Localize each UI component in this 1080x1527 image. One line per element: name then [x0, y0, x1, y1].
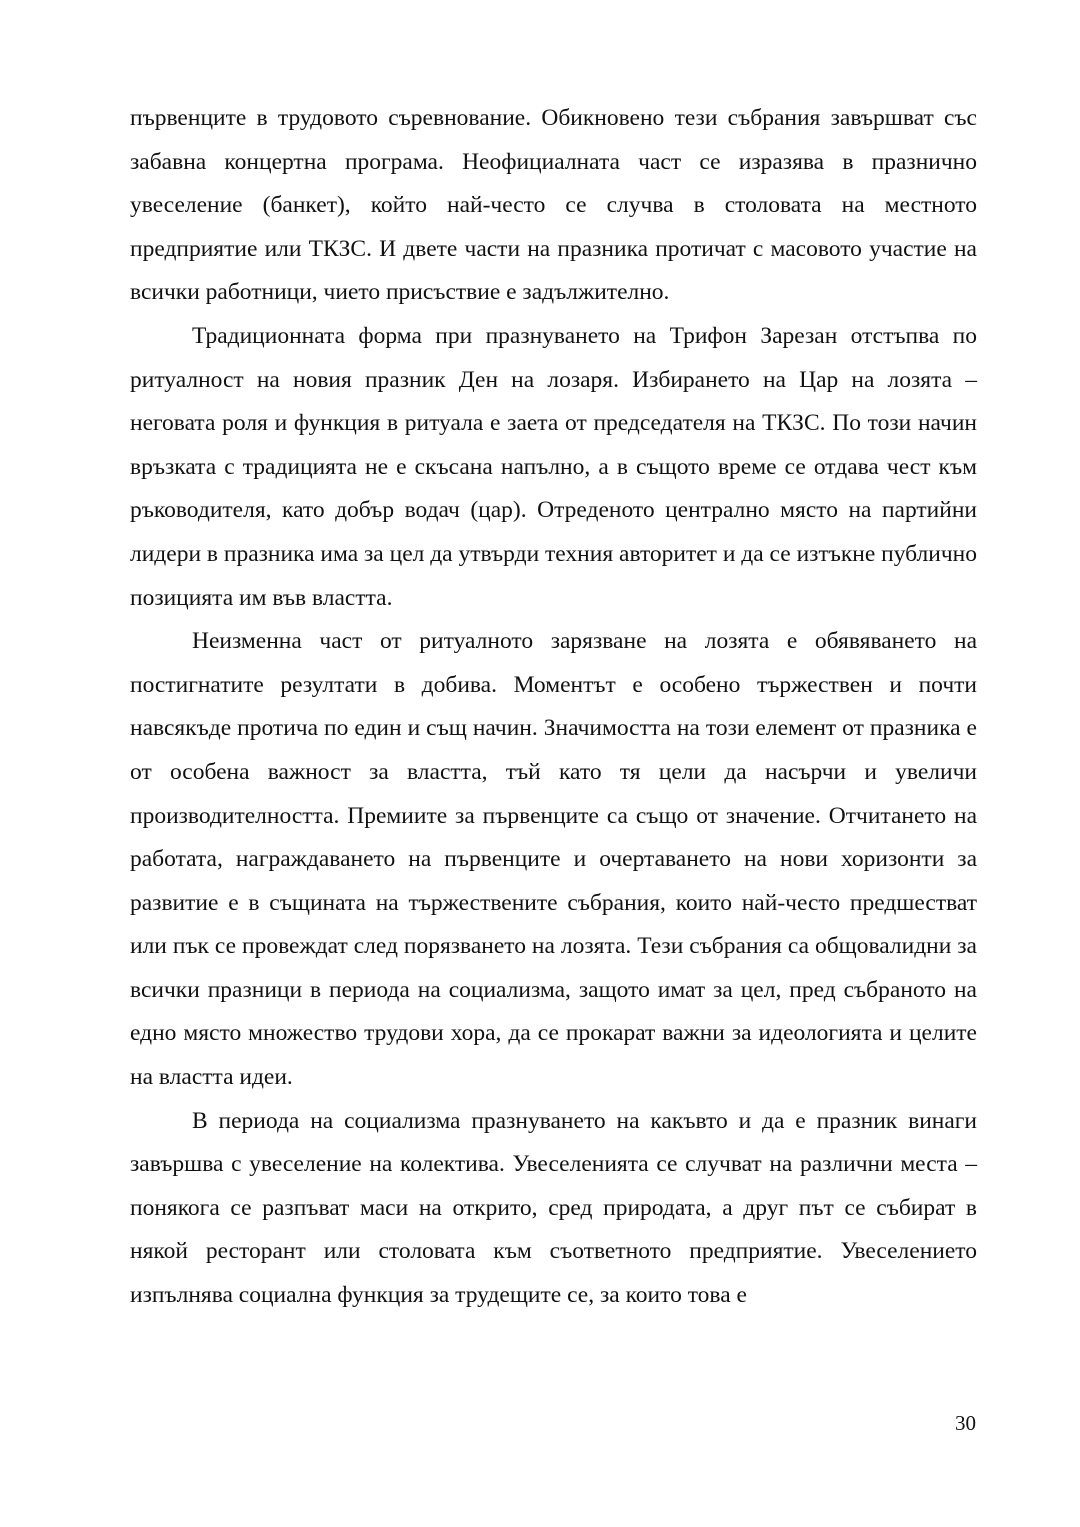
paragraph-4: В периода на социализма празнуването на какъвто и да е празник винаги завършва с увеселение на колектива. Увеселенията се случват на различни места – понякога се разпъват маси на открито, сред природата, а друг път се събират в някой ресторант или столовата към съответното предприятие. Увеселението изпълнява социална функция за трудещите се, за които това е	[130, 1107, 977, 1309]
paragraph-3: Неизменна част от ритуалното зарязване на лозята е обявяването на постигнатите резултати в добива. Моментът е особено тържествен и почти навсякъде протича по един и същ начин. Значимостта на този елемент от празника е от особена важност за властта, тъй като тя цели да насърчи и увеличи производителността. Премиите за първенците са също от значение. Отчитането на работата, награждаването на първенците и очертаването на нови хоризонти за развитие е в същината на тържествените събрания, които най-често предшестват или пък се провеждат след порязването на лозята. Тези събрания са общовалидни за всички празници в периода на социализма, защото имат за цел, пред събраното на едно място множество трудови хора, да се прокарат важни за идеологията и целите на властта идеи.	[130, 628, 977, 1091]
body-text	[130, 97, 977, 1318]
page-number: 30	[955, 1411, 976, 1435]
paragraph-1: първенците в трудовото съревнование. Обикновено тези събрания завършват със забавна концертна програма. Неофициалната част се изразява в празнично увеселение (банкет), който най-често се случва в столовата на местното предприятие или ТКЗС. И двете части на празника протичат с масовото участие на всички работници, чието присъствие е задължително.	[130, 105, 977, 306]
paragraph-2: Традиционната форма при празнуването на Трифон Зарезан отстъпва по ритуалност на новия празник Ден на лозаря. Избирането на Цар на лозята – неговата роля и функция в ритуала е заета от председателя на ТКЗС. По този начин връзката с традицията не е скъсана напълно, а в същото време се отдава чест към ръководителя, като добър водач (цар). Отреденото централно място на партийни лидери в празника има за цел да утвърди техния авторитет и да се изтъкне публично позицията им във властта.	[130, 322, 977, 611]
